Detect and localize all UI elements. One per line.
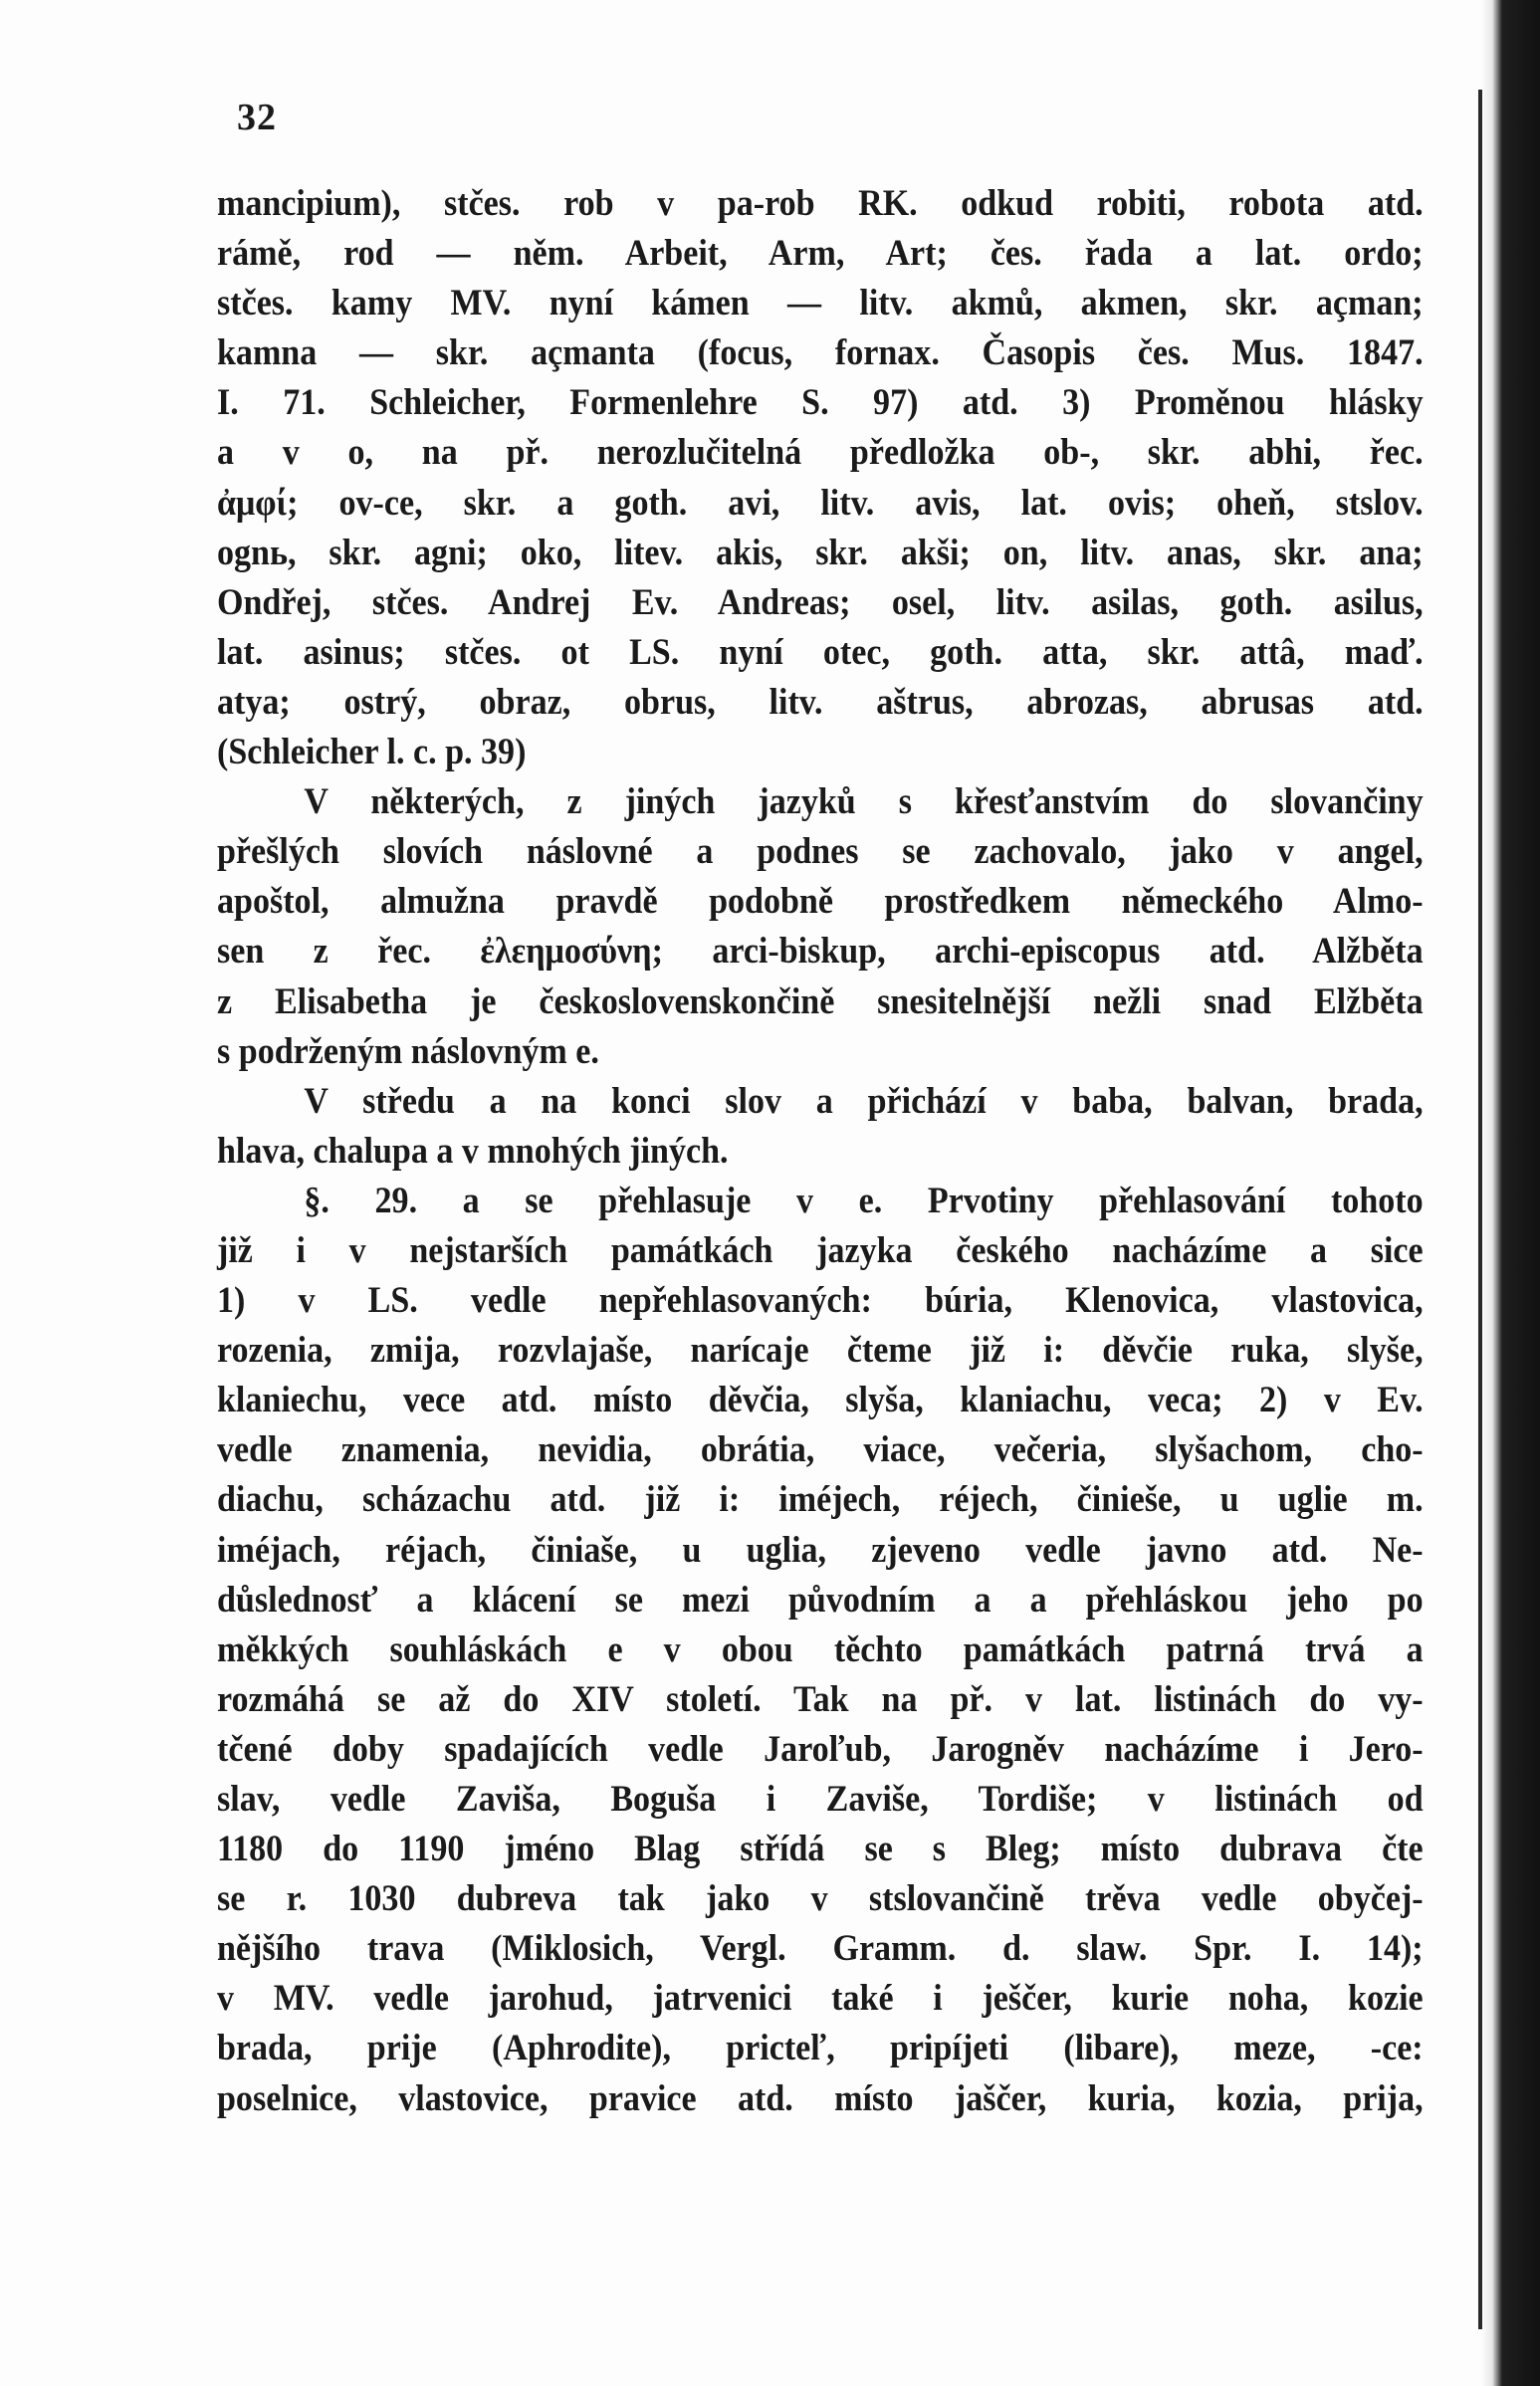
text-line: (Schleicher l. c. p. 39) — [217, 732, 527, 773]
text-line: přešlých slovích náslovné a podnes se zachovalo, jako v angel, — [217, 831, 1424, 873]
body-text — [217, 179, 1424, 2124]
text-line: již i v nejstarších památkách jazyka českého nacházíme a sice — [217, 1229, 1424, 1271]
text-line: klaniechu, vece atd. místo děvčia, slyša, klaniachu, veca; 2) v Ev. — [217, 1380, 1424, 1421]
text-line: atya; ostrý, obraz, obrus, litv. aštrus, abrozas, abrusas atd. — [217, 681, 1424, 723]
text-line: z Elisabetha je československončině snesitelnější nežli snad Elžběta — [217, 980, 1424, 1022]
text-line: rámě, rod — něm. Arbeit, Arm, Art; čes. řada a lat. ordo; — [217, 233, 1424, 275]
text-line: 1) v LS. vedle nepřehlasovaných: búria, Klenovica, vlastovica, — [217, 1280, 1424, 1322]
text-line: hlava, chalupa a v mnohých jiných. — [217, 1130, 729, 1172]
text-line: mancipium), stčes. rob v pa-rob RK. odkud robiti, robota atd. — [217, 183, 1424, 224]
text-line: se r. 1030 dubreva tak jako v stslovančině trěva vedle obyčej- — [217, 1878, 1424, 1920]
text-line: V středu a na konci slov a přichází v baba, balvan, brada, — [304, 1080, 1424, 1122]
text-line: sen z řec. ἐλεημοσύνη; arci-biskup, archi-episcopus atd. Alžběta — [217, 931, 1424, 973]
text-line: slav, vedle Zaviša, Boguša i Zaviše, Tordiše; v listinách od — [217, 1779, 1424, 1820]
text-line: vedle znamenia, nevidia, obrátia, viace, večeria, slyšachom, cho- — [217, 1429, 1424, 1471]
text-line: I. 71. Schleicher, Formenlehre S. 97) atd. 3) Proměnou hlásky — [217, 382, 1424, 424]
text-line: §. 29. a se přehlasuje v e. Prvotiny přehlasování tohoto — [304, 1180, 1424, 1221]
text-line: Ondřej, stčes. Andrej Ev. Andreas; osel, litv. asilas, goth. asilus, — [217, 581, 1424, 623]
scan-edge-line — [1478, 90, 1482, 2329]
text-line: lat. asinus; stčes. ot LS. nyní otec, goth. atta, skr. attâ, maď. — [217, 631, 1424, 673]
page-number: 32 — [237, 97, 277, 138]
text-line: měkkých souhláskách e v obou těchto památkách patrná trvá a — [217, 1628, 1424, 1670]
text-line: 1180 do 1190 jméno Blag střídá se s Bleg; místo dubrava čte — [217, 1829, 1424, 1870]
text-line: V některých, z jiných jazyků s křesťanstvím do slovančiny — [304, 781, 1424, 823]
text-line: a v o, na př. nerozlučitelná předložka ob-, skr. abhi, řec. — [217, 432, 1424, 474]
text-line: ἀμφί; ov-ce, skr. a goth. avi, litv. avis, lat. ovis; oheň, stslov. — [217, 482, 1424, 524]
text-line: tčené doby spadajících vedle Jaroľub, Jarogněv nacházíme i Jero- — [217, 1728, 1424, 1770]
text-line: v MV. vedle jarohud, jatrvenici také i ješčer, kurie noha, kozie — [217, 1978, 1424, 2020]
text-line: apoštol, almužna pravdě podobně prostředkem německého Almo- — [217, 881, 1424, 923]
text-line: s podrženým náslovným e. — [217, 1030, 599, 1072]
text-line: rozmáhá se až do XIV století. Tak na př. v lat. listinách do vy- — [217, 1678, 1424, 1720]
text-line: ognь, skr. agni; oko, litev. akis, skr. akši; on, litv. anas, skr. ana; — [217, 532, 1424, 573]
text-line: nějšího trava (Miklosich, Vergl. Gramm. d. slaw. Spr. I. 14); — [217, 1928, 1424, 1970]
text-line: stčes. kamy MV. nyní kámen — litv. akmů, akmen, skr. açman; — [217, 283, 1424, 325]
scan-edge-shadow — [1480, 0, 1540, 2386]
text-line: kamna — skr. açmanta (focus, fornax. Časopis čes. Mus. 1847. — [217, 332, 1424, 374]
text-line: poselnice, vlastovice, pravice atd. místo jaščer, kuria, kozia, prija, — [217, 2077, 1424, 2119]
text-line: důslednosť a klácení se mezi původním a a přehláskou jeho po — [217, 1579, 1424, 1621]
text-line: rozenia, zmija, rozvlajaše, narícaje čteme již i: děvčie ruka, slyše, — [217, 1330, 1424, 1372]
text-line: brada, prije (Aphrodite), pricteľ, pripíjeti (libare), meze, -ce: — [217, 2028, 1424, 2069]
text-line: diachu, scházachu atd. již i: iméjech, réjech, činieše, u uglie m. — [217, 1479, 1424, 1521]
text-line: iméjach, réjach, činiaše, u uglia, zjeveno vedle javno atd. Ne- — [217, 1529, 1424, 1571]
